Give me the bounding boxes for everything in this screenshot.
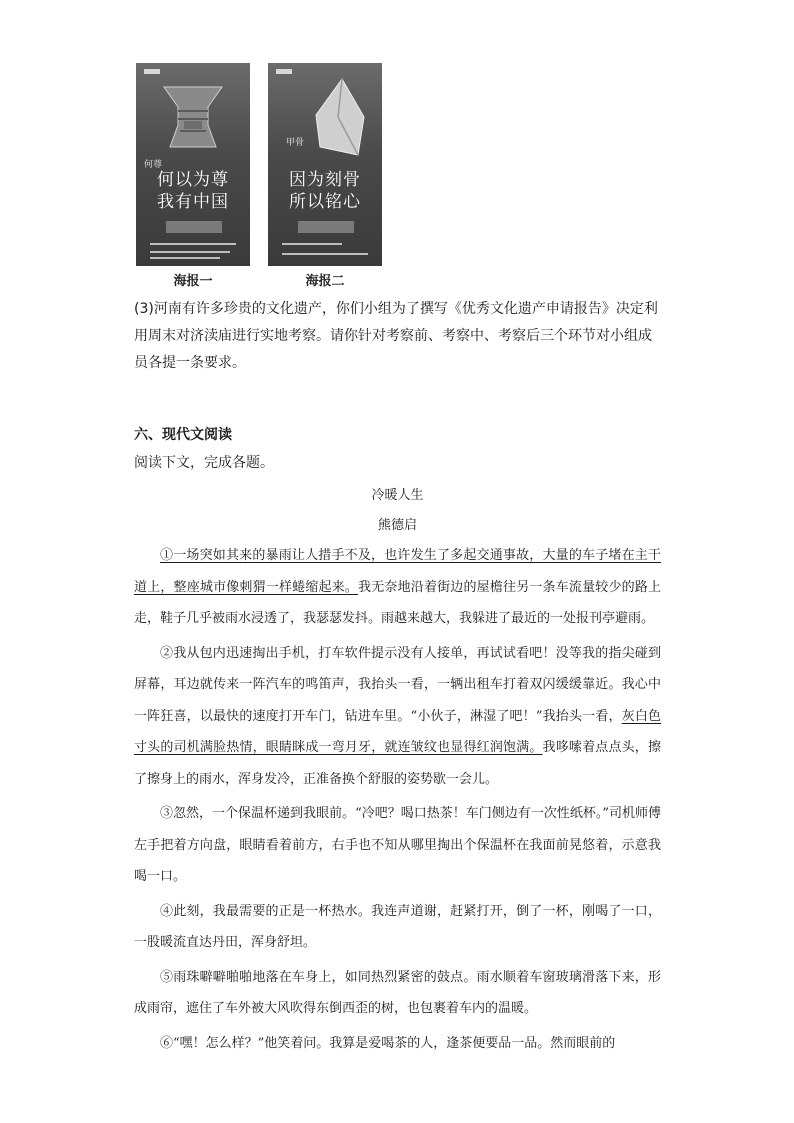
paragraph-2-before: ②我从包内迅速掏出手机，打车软件提示没有人接单，再试试看吧！没等我的指尖碰到屏幕，耳边就传来一阵汽车的鸣笛声，我抬头一看，一辆出租车打着双闪缓缓靠近。我心中一阵狂喜，以最快的速度打开车门，钻进车里。“小伙子，淋湿了吧！”我抬头一看， [134, 645, 661, 724]
article-body [134, 540, 661, 1062]
poster-one-badge [166, 221, 222, 233]
fine-print-line [150, 257, 220, 259]
section-title: 六、现代文阅读 [134, 427, 232, 443]
paragraph-2-underlined: 灰白色寸头的司机满脸热情，眼睛眯成一弯月牙，就连皱纹也显得红润饱满。 [134, 708, 661, 755]
poster-one-caption: 海报一 [173, 274, 213, 289]
paragraph-5: ⑤雨珠噼噼啪啪地落在车身上，如同热烈紧密的鼓点。雨水顺着车窗玻璃滑落下来，形成雨帘，遮住了车外被大风吹得东倒西歪的树，也包裹着车内的温暖。 [134, 969, 661, 1016]
fine-print-line [150, 243, 236, 245]
paragraph-3: ③忽然，一个保温杯递到我眼前。“冷吧？喝口热茶！车门侧边有一次性纸杯。”司机师傅左手把着方向盘，眼睛看着前方，右手也不知从哪里掏出个保温杯在我面前晃悠着，示意我喝一口。 [134, 806, 661, 884]
bronze-zun-illustration [160, 81, 226, 153]
paragraph-2-after: 我哆嗦着点点头，擦了擦身上的雨水，浑身发冷，正准备换个舒服的姿势歇一会儿。 [134, 740, 661, 787]
poster-one-headline-line1: 何以为尊 [157, 170, 229, 190]
section-instruction: 阅读下文，完成各题。 [134, 455, 274, 471]
oracle-bone-illustration [312, 77, 368, 159]
poster-one-small-name: 何尊 [144, 160, 163, 170]
poster-two-badge [298, 221, 354, 233]
fine-print-line [282, 253, 368, 255]
poster-two-caption: 海报二 [305, 274, 345, 289]
fine-print-line [150, 251, 230, 253]
poster-two-headline-line2: 所以铭心 [289, 192, 361, 212]
poster-one-headline-line2: 我有中国 [157, 192, 229, 212]
fine-print-line [282, 243, 342, 245]
paragraph-2 [134, 638, 661, 796]
question-3-text: (3)河南有许多珍贵的文化遗产，你们小组为了撰写《优秀文化遗产申请报告》决定利用周末对济渎庙进行实地考察。请你针对考察前、考察中、考察后三个环节对小组成员各提一条要求。 [134, 301, 658, 371]
poster-one [136, 63, 250, 266]
paragraph-6: ⑥“嘿！怎么样？”他笑着问。我算是爱喝茶的人，逢茶便要品一品。然而眼前的 [160, 1035, 616, 1051]
paragraph-1-rest: 我无奈地沿着街边的屋檐往另一条车流量较少的路上走，鞋子几乎被雨水浸透了，我瑟瑟发抖。雨越来越大，我躲进了最近的一处报刊亭避雨。 [134, 579, 661, 626]
museum-logo [144, 69, 160, 74]
poster-two [268, 63, 382, 266]
paragraph-1-underlined: ①一场突如其来的暴雨让人措手不及，也许发生了多起交通事故，大量的车子堵在主干道上，整座城市像刺猬一样蜷缩起来。 [134, 548, 661, 595]
museum-logo [276, 69, 292, 74]
article-author: 熊德启 [377, 518, 417, 533]
poster-figure [136, 63, 382, 291]
poster-two-headline-line1: 因为刻骨 [289, 170, 361, 190]
paragraph-4: ④此刻，我最需要的正是一杯热水。我连声道谢，赶紧打开，倒了一杯，刚喝了一口，一股暖流直达丹田，浑身舒坦。 [134, 903, 661, 950]
article-title: 冷暖人生 [371, 488, 424, 503]
poster-two-small-name: 甲骨 [286, 138, 305, 148]
paragraph-1 [134, 540, 661, 635]
